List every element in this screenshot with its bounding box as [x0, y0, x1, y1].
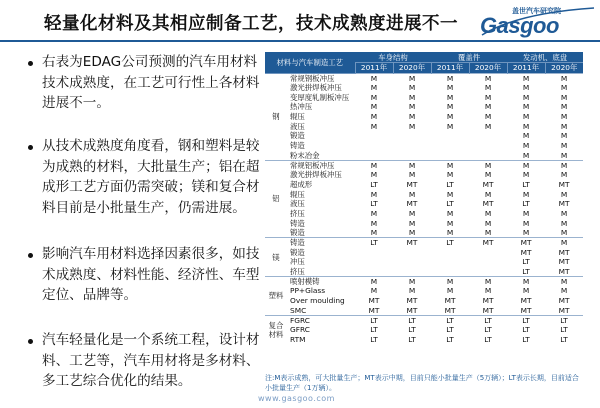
- maturity-cell: M: [431, 228, 469, 238]
- table-header-engine-chassis: 发动机、底盘: [507, 52, 583, 63]
- table-row: [265, 83, 583, 93]
- table-row: [265, 296, 583, 306]
- process-cell: 锻造: [287, 247, 355, 257]
- maturity-cell: LT: [355, 335, 393, 345]
- maturity-cell: LT: [355, 325, 393, 335]
- bullet-text: 右表为EDAG公司预测的汽车用材料技术成熟度，在工艺可行性上各材料进展不一。: [42, 54, 260, 111]
- maturity-cell: M: [469, 228, 507, 238]
- process-cell: 液压: [287, 121, 355, 131]
- maturity-cell: M: [393, 189, 431, 199]
- maturity-cell: M: [393, 73, 431, 83]
- process-cell: 喷射模铸: [287, 276, 355, 286]
- maturity-cell: M: [469, 121, 507, 131]
- maturity-cell: M: [355, 73, 393, 83]
- maturity-cell: M: [507, 189, 545, 199]
- process-cell: PP+Glass: [287, 286, 355, 296]
- maturity-cell: M: [545, 73, 583, 83]
- table-row: [265, 160, 583, 170]
- maturity-cell: MT: [393, 296, 431, 306]
- maturity-cell: LT: [507, 335, 545, 345]
- table-row: [265, 189, 583, 199]
- maturity-cell: [431, 131, 469, 141]
- table-row: [265, 286, 583, 296]
- maturity-cell: M: [355, 228, 393, 238]
- maturity-cell: [469, 247, 507, 257]
- maturity-cell: M: [431, 112, 469, 122]
- maturity-cell: M: [545, 112, 583, 122]
- maturity-cell: LT: [545, 315, 583, 325]
- maturity-cell: M: [469, 160, 507, 170]
- table-row: [265, 112, 583, 122]
- maturity-cell: M: [355, 121, 393, 131]
- maturity-cell: M: [355, 170, 393, 180]
- maturity-cell: [393, 257, 431, 267]
- maturity-cell: M: [469, 286, 507, 296]
- maturity-cell: M: [545, 151, 583, 161]
- table-row: [265, 131, 583, 141]
- maturity-cell: M: [355, 276, 393, 286]
- maturity-cell: M: [355, 102, 393, 112]
- maturity-cell: M: [545, 102, 583, 112]
- maturity-cell: M: [469, 102, 507, 112]
- table-row: [265, 199, 583, 209]
- maturity-cell: M: [355, 92, 393, 102]
- material-cell: 复合材料: [265, 315, 287, 344]
- maturity-cell: M: [393, 218, 431, 228]
- maturity-cell: [469, 141, 507, 151]
- table-row: [265, 73, 583, 83]
- table-header-year: 2011年: [507, 63, 545, 74]
- maturity-cell: M: [469, 209, 507, 219]
- maturity-cell: LT: [545, 325, 583, 335]
- maturity-cell: MT: [545, 306, 583, 316]
- maturity-cell: M: [355, 189, 393, 199]
- maturity-cell: M: [507, 170, 545, 180]
- maturity-cell: M: [393, 121, 431, 131]
- maturity-table: [265, 52, 583, 344]
- table-row: [265, 92, 583, 102]
- material-cell: 钢: [265, 73, 287, 160]
- process-cell: 超成形: [287, 180, 355, 190]
- maturity-cell: M: [431, 170, 469, 180]
- maturity-cell: M: [507, 121, 545, 131]
- table-header-cover: 覆盖件: [431, 52, 507, 63]
- process-cell: 铸造: [287, 141, 355, 151]
- bullet-text: 从技术成熟度角度看，钢和塑料是较为成熟的材料，大批量生产；铝在超成形工艺方面仍需突破；镁和复合材料目前是小批量生产，仍需进展。: [42, 138, 260, 216]
- process-cell: 液压: [287, 199, 355, 209]
- table-header-body: 车身结构: [355, 52, 431, 63]
- maturity-cell: MT: [545, 267, 583, 277]
- maturity-table-container: [265, 52, 583, 344]
- maturity-cell: M: [393, 83, 431, 93]
- process-cell: 铸造: [287, 218, 355, 228]
- maturity-cell: LT: [507, 180, 545, 190]
- bullet-text: 影响汽车用材料选择因素很多，如技术成熟度、材料性能、经济性、车型定位、品牌等。: [42, 246, 260, 303]
- maturity-cell: M: [507, 160, 545, 170]
- gasgoo-logo: [478, 5, 596, 39]
- maturity-cell: MT: [469, 306, 507, 316]
- process-cell: SMC: [287, 306, 355, 316]
- maturity-cell: M: [545, 228, 583, 238]
- maturity-cell: [431, 257, 469, 267]
- process-cell: 激光拼焊板冲压: [287, 170, 355, 180]
- maturity-cell: LT: [355, 180, 393, 190]
- maturity-cell: M: [545, 286, 583, 296]
- table-row: [265, 151, 583, 161]
- maturity-cell: M: [393, 276, 431, 286]
- maturity-cell: MT: [469, 199, 507, 209]
- maturity-cell: LT: [545, 335, 583, 345]
- maturity-cell: M: [507, 228, 545, 238]
- table-row: [265, 315, 583, 325]
- maturity-cell: MT: [393, 199, 431, 209]
- maturity-cell: M: [469, 276, 507, 286]
- process-cell: RTM: [287, 335, 355, 345]
- maturity-cell: M: [469, 92, 507, 102]
- table-row: [265, 335, 583, 345]
- maturity-cell: M: [507, 151, 545, 161]
- maturity-cell: M: [545, 238, 583, 248]
- maturity-cell: M: [545, 218, 583, 228]
- maturity-cell: M: [545, 121, 583, 131]
- maturity-cell: LT: [431, 180, 469, 190]
- process-cell: 挤压: [287, 209, 355, 219]
- maturity-cell: [355, 257, 393, 267]
- maturity-cell: MT: [393, 238, 431, 248]
- maturity-cell: [393, 131, 431, 141]
- page-title: 轻量化材料及其相应制备工艺，技术成熟度进展不一: [44, 14, 458, 34]
- table-row: [265, 141, 583, 151]
- maturity-cell: MT: [545, 257, 583, 267]
- maturity-cell: M: [431, 83, 469, 93]
- maturity-cell: M: [545, 170, 583, 180]
- bullet-dot-icon: [28, 145, 33, 150]
- maturity-cell: LT: [431, 335, 469, 345]
- maturity-cell: MT: [545, 247, 583, 257]
- maturity-cell: LT: [355, 199, 393, 209]
- maturity-cell: MT: [507, 247, 545, 257]
- table-body: [265, 73, 583, 344]
- process-cell: 激光拼焊板冲压: [287, 83, 355, 93]
- bullet-dot-icon: [28, 339, 33, 344]
- maturity-cell: [469, 257, 507, 267]
- process-cell: 锻造: [287, 131, 355, 141]
- process-cell: 辊压: [287, 189, 355, 199]
- maturity-cell: LT: [431, 325, 469, 335]
- maturity-cell: LT: [355, 238, 393, 248]
- maturity-cell: [431, 151, 469, 161]
- maturity-cell: MT: [393, 306, 431, 316]
- maturity-cell: M: [355, 160, 393, 170]
- maturity-cell: LT: [469, 315, 507, 325]
- table-header-year: 2020年: [545, 63, 583, 74]
- maturity-cell: MT: [393, 180, 431, 190]
- material-cell: 镁: [265, 238, 287, 277]
- maturity-cell: M: [545, 83, 583, 93]
- maturity-cell: LT: [431, 199, 469, 209]
- table-footnote: 注:M表示成熟，可大批量生产；MT表示中期，目前只能小批量生产（5万辆）；LT表示长期，目前适合小批量生产（1万辆）。: [265, 374, 579, 392]
- maturity-cell: M: [431, 73, 469, 83]
- maturity-cell: M: [507, 141, 545, 151]
- process-cell: 挤压: [287, 267, 355, 277]
- maturity-cell: MT: [507, 238, 545, 248]
- maturity-cell: LT: [507, 267, 545, 277]
- maturity-cell: LT: [507, 325, 545, 335]
- process-cell: 常规铝板冲压: [287, 160, 355, 170]
- bullet-dot-icon: [28, 253, 33, 258]
- maturity-cell: [355, 247, 393, 257]
- maturity-cell: LT: [393, 335, 431, 345]
- process-cell: FGRC: [287, 315, 355, 325]
- table-row: [265, 121, 583, 131]
- maturity-cell: LT: [355, 315, 393, 325]
- maturity-cell: M: [545, 209, 583, 219]
- maturity-cell: MT: [469, 238, 507, 248]
- maturity-cell: M: [431, 92, 469, 102]
- maturity-cell: [355, 151, 393, 161]
- process-cell: 变厚度轧制板冲压: [287, 92, 355, 102]
- process-cell: 铸造: [287, 238, 355, 248]
- maturity-cell: M: [507, 112, 545, 122]
- maturity-cell: LT: [507, 257, 545, 267]
- maturity-cell: M: [431, 286, 469, 296]
- table-header-year: 2020年: [469, 63, 507, 74]
- process-cell: 常规钢板冲压: [287, 73, 355, 83]
- maturity-cell: M: [431, 276, 469, 286]
- maturity-cell: LT: [469, 335, 507, 345]
- table-row: [265, 306, 583, 316]
- maturity-cell: M: [355, 112, 393, 122]
- process-cell: Over moulding: [287, 296, 355, 306]
- table-header-material-process: 材料与汽车制造工艺: [265, 52, 355, 73]
- table-row: [265, 218, 583, 228]
- maturity-cell: [393, 267, 431, 277]
- maturity-cell: M: [393, 92, 431, 102]
- maturity-cell: M: [545, 189, 583, 199]
- maturity-cell: LT: [507, 199, 545, 209]
- process-cell: 锻造: [287, 228, 355, 238]
- maturity-cell: M: [355, 286, 393, 296]
- process-cell: 热冲压: [287, 102, 355, 112]
- maturity-cell: [355, 141, 393, 151]
- table-row: [265, 276, 583, 286]
- maturity-cell: M: [431, 160, 469, 170]
- maturity-cell: [469, 131, 507, 141]
- maturity-cell: MT: [545, 296, 583, 306]
- maturity-cell: MT: [545, 199, 583, 209]
- table-row: [265, 238, 583, 248]
- process-cell: 冲压: [287, 257, 355, 267]
- maturity-cell: M: [507, 276, 545, 286]
- maturity-cell: M: [545, 276, 583, 286]
- maturity-cell: M: [469, 189, 507, 199]
- maturity-cell: M: [507, 286, 545, 296]
- maturity-cell: M: [545, 141, 583, 151]
- maturity-cell: M: [507, 102, 545, 112]
- maturity-cell: M: [393, 209, 431, 219]
- maturity-cell: MT: [355, 306, 393, 316]
- maturity-cell: M: [393, 102, 431, 112]
- maturity-cell: M: [355, 83, 393, 93]
- process-cell: 辊压: [287, 112, 355, 122]
- maturity-cell: LT: [431, 315, 469, 325]
- maturity-cell: [431, 141, 469, 151]
- maturity-cell: LT: [393, 315, 431, 325]
- maturity-cell: M: [355, 209, 393, 219]
- logo-subtitle: 盖世汽车研究院: [512, 7, 561, 15]
- maturity-cell: [393, 247, 431, 257]
- maturity-cell: MT: [507, 296, 545, 306]
- maturity-cell: LT: [431, 238, 469, 248]
- maturity-cell: MT: [431, 306, 469, 316]
- maturity-cell: M: [469, 83, 507, 93]
- maturity-cell: M: [431, 218, 469, 228]
- title-divider: [0, 40, 600, 42]
- material-cell: 塑料: [265, 276, 287, 315]
- maturity-cell: M: [507, 131, 545, 141]
- maturity-cell: LT: [507, 315, 545, 325]
- maturity-cell: M: [507, 209, 545, 219]
- maturity-cell: M: [393, 170, 431, 180]
- table-row: [265, 180, 583, 190]
- maturity-cell: [431, 267, 469, 277]
- maturity-cell: M: [469, 170, 507, 180]
- table-row: [265, 247, 583, 257]
- maturity-cell: MT: [469, 296, 507, 306]
- maturity-cell: M: [393, 228, 431, 238]
- maturity-cell: M: [393, 286, 431, 296]
- maturity-cell: MT: [469, 180, 507, 190]
- maturity-cell: M: [507, 73, 545, 83]
- maturity-cell: M: [469, 73, 507, 83]
- maturity-cell: [393, 151, 431, 161]
- maturity-cell: M: [431, 121, 469, 131]
- maturity-cell: M: [545, 131, 583, 141]
- process-cell: GFRC: [287, 325, 355, 335]
- process-cell: 粉末冶金: [287, 151, 355, 161]
- footer-url: www.gasgoo.com: [258, 394, 335, 403]
- maturity-cell: M: [469, 112, 507, 122]
- maturity-cell: M: [469, 218, 507, 228]
- material-cell: 铝: [265, 160, 287, 238]
- table-row: [265, 267, 583, 277]
- maturity-cell: [431, 247, 469, 257]
- maturity-cell: [469, 151, 507, 161]
- maturity-cell: M: [545, 92, 583, 102]
- table-row: [265, 325, 583, 335]
- bullet-text: 汽车轻量化是一个系统工程，设计材料、工艺等，汽车用材将是多材料、多工艺综合优化的结果。: [42, 332, 260, 389]
- maturity-cell: MT: [545, 180, 583, 190]
- maturity-cell: M: [393, 112, 431, 122]
- maturity-cell: M: [507, 92, 545, 102]
- maturity-cell: M: [431, 189, 469, 199]
- bullet-dot-icon: [28, 61, 33, 66]
- maturity-cell: M: [507, 218, 545, 228]
- table-row: [265, 170, 583, 180]
- maturity-cell: LT: [469, 325, 507, 335]
- table-row: [265, 257, 583, 267]
- maturity-cell: M: [393, 160, 431, 170]
- table-header-year: 2011年: [431, 63, 469, 74]
- table-header-year: 2020年: [393, 63, 431, 74]
- logo-wordmark: Gasgoo: [480, 13, 559, 38]
- table-row: [265, 209, 583, 219]
- maturity-cell: MT: [431, 296, 469, 306]
- maturity-cell: M: [431, 102, 469, 112]
- maturity-cell: [469, 267, 507, 277]
- maturity-cell: M: [355, 218, 393, 228]
- table-row: [265, 228, 583, 238]
- maturity-cell: [355, 131, 393, 141]
- table-header-year: 2011年: [355, 63, 393, 74]
- maturity-cell: M: [431, 209, 469, 219]
- maturity-cell: LT: [393, 325, 431, 335]
- maturity-cell: M: [507, 83, 545, 93]
- maturity-cell: M: [545, 160, 583, 170]
- maturity-cell: [393, 141, 431, 151]
- maturity-cell: [355, 267, 393, 277]
- maturity-cell: MT: [355, 296, 393, 306]
- maturity-cell: MT: [507, 306, 545, 316]
- table-row: [265, 102, 583, 112]
